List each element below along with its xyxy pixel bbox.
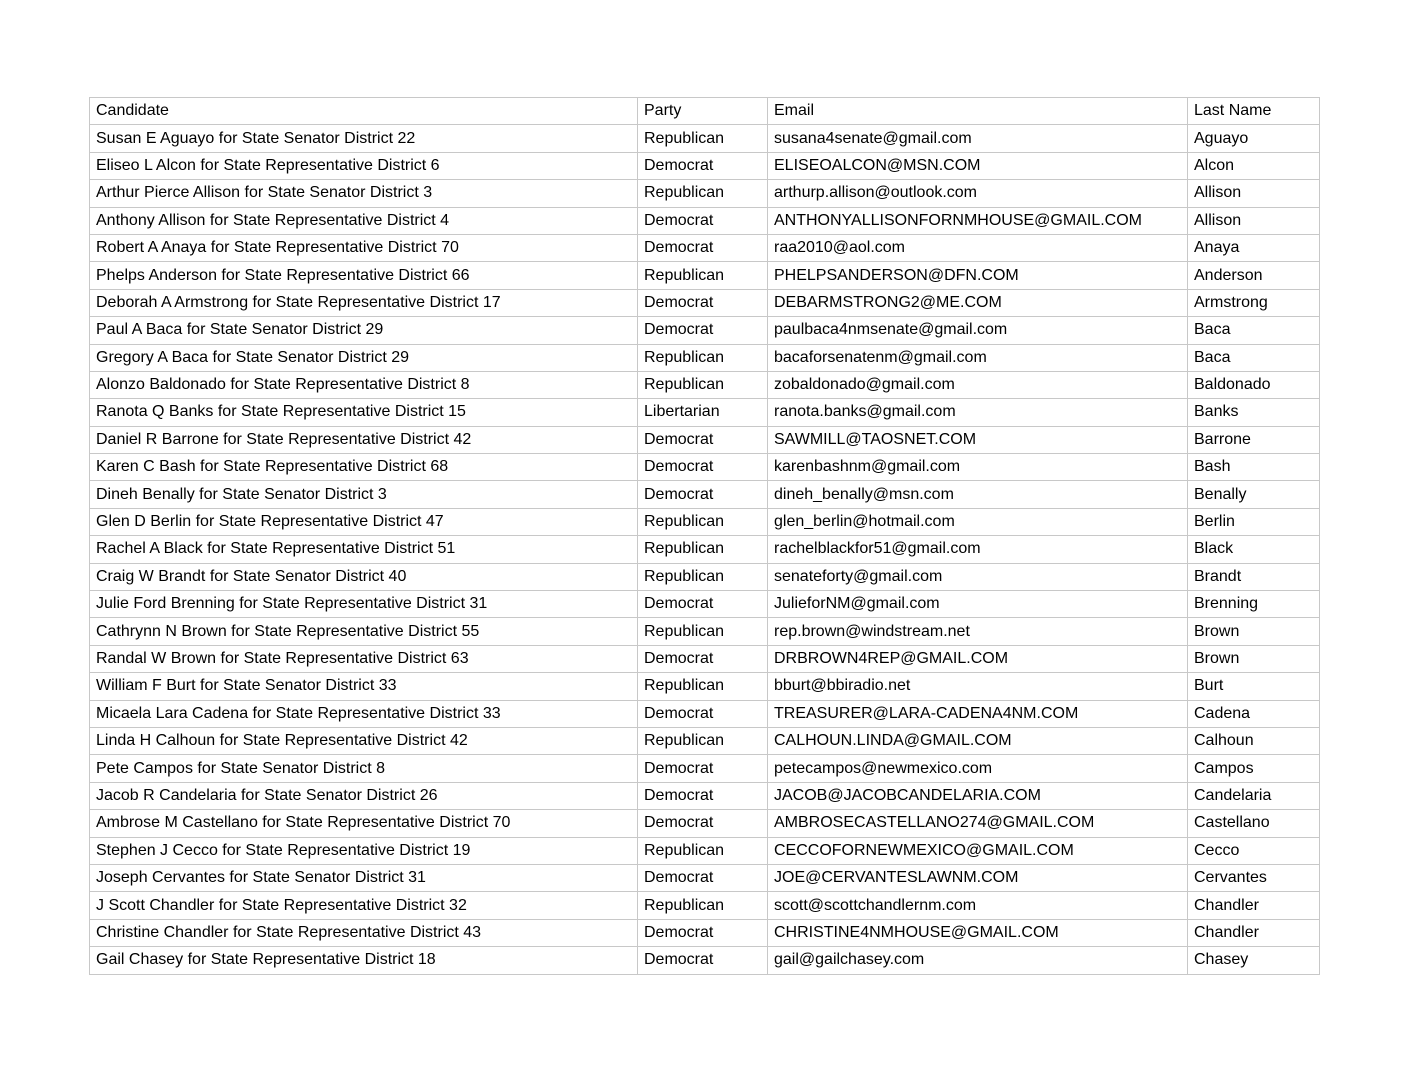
cell-last-name: Calhoun — [1188, 727, 1320, 754]
cell-candidate: Ranota Q Banks for State Representative District 15 — [90, 399, 638, 426]
cell-last-name: Barrone — [1188, 426, 1320, 453]
cell-party: Democrat — [638, 454, 768, 481]
table-row — [90, 234, 1320, 261]
table-row — [90, 207, 1320, 234]
cell-last-name: Cervantes — [1188, 864, 1320, 891]
cell-email: DEBARMSTRONG2@ME.COM — [768, 289, 1188, 316]
header-cell-email: Email — [768, 98, 1188, 125]
cell-email: zobaldonado@gmail.com — [768, 371, 1188, 398]
cell-party: Republican — [638, 344, 768, 371]
cell-email: petecampos@newmexico.com — [768, 755, 1188, 782]
cell-candidate: Deborah A Armstrong for State Representative District 17 — [90, 289, 638, 316]
table-row — [90, 673, 1320, 700]
cell-email: rachelblackfor51@gmail.com — [768, 536, 1188, 563]
cell-party: Democrat — [638, 700, 768, 727]
cell-email: CHRISTINE4NMHOUSE@GMAIL.COM — [768, 919, 1188, 946]
cell-last-name: Chandler — [1188, 892, 1320, 919]
cell-candidate: Glen D Berlin for State Representative District 47 — [90, 508, 638, 535]
cell-candidate: Anthony Allison for State Representative District 4 — [90, 207, 638, 234]
table-row — [90, 481, 1320, 508]
cell-candidate: Dineh Benally for State Senator District 3 — [90, 481, 638, 508]
table-row — [90, 399, 1320, 426]
cell-candidate: Micaela Lara Cadena for State Representative District 33 — [90, 700, 638, 727]
cell-candidate: Jacob R Candelaria for State Senator District 26 — [90, 782, 638, 809]
cell-last-name: Aguayo — [1188, 125, 1320, 152]
cell-candidate: Craig W Brandt for State Senator District 40 — [90, 563, 638, 590]
cell-party: Democrat — [638, 207, 768, 234]
table-row — [90, 180, 1320, 207]
cell-email: bburt@bbiradio.net — [768, 673, 1188, 700]
cell-party: Libertarian — [638, 399, 768, 426]
cell-party: Democrat — [638, 152, 768, 179]
table-row — [90, 645, 1320, 672]
cell-email: glen_berlin@hotmail.com — [768, 508, 1188, 535]
cell-last-name: Brandt — [1188, 563, 1320, 590]
cell-party: Democrat — [638, 947, 768, 974]
table-row — [90, 700, 1320, 727]
cell-last-name: Chasey — [1188, 947, 1320, 974]
cell-email: dineh_benally@msn.com — [768, 481, 1188, 508]
cell-email: rep.brown@windstream.net — [768, 618, 1188, 645]
table-row — [90, 591, 1320, 618]
cell-candidate: Joseph Cervantes for State Senator District 31 — [90, 864, 638, 891]
table-row — [90, 262, 1320, 289]
cell-last-name: Cadena — [1188, 700, 1320, 727]
table-row — [90, 919, 1320, 946]
cell-last-name: Banks — [1188, 399, 1320, 426]
cell-email: bacaforsenatenm@gmail.com — [768, 344, 1188, 371]
cell-last-name: Brenning — [1188, 591, 1320, 618]
cell-last-name: Baca — [1188, 344, 1320, 371]
cell-email: PHELPSANDERSON@DFN.COM — [768, 262, 1188, 289]
cell-candidate: Robert A Anaya for State Representative District 70 — [90, 234, 638, 261]
cell-email: JACOB@JACOBCANDELARIA.COM — [768, 782, 1188, 809]
header-row — [90, 98, 1320, 125]
cell-candidate: Alonzo Baldonado for State Representative District 8 — [90, 371, 638, 398]
cell-party: Republican — [638, 727, 768, 754]
document-page — [89, 97, 1320, 975]
cell-last-name: Baca — [1188, 317, 1320, 344]
cell-last-name: Chandler — [1188, 919, 1320, 946]
cell-last-name: Armstrong — [1188, 289, 1320, 316]
table-row — [90, 618, 1320, 645]
cell-candidate: J Scott Chandler for State Representative District 32 — [90, 892, 638, 919]
table-row — [90, 947, 1320, 974]
cell-last-name: Bash — [1188, 454, 1320, 481]
cell-email: JulieforNM@gmail.com — [768, 591, 1188, 618]
candidates-table — [89, 97, 1320, 975]
cell-email: AMBROSECASTELLANO274@GMAIL.COM — [768, 810, 1188, 837]
cell-party: Republican — [638, 180, 768, 207]
cell-party: Democrat — [638, 864, 768, 891]
cell-party: Republican — [638, 262, 768, 289]
cell-email: arthurp.allison@outlook.com — [768, 180, 1188, 207]
cell-party: Democrat — [638, 426, 768, 453]
cell-candidate: Karen C Bash for State Representative District 68 — [90, 454, 638, 481]
table-row — [90, 727, 1320, 754]
table-row — [90, 508, 1320, 535]
cell-party: Democrat — [638, 919, 768, 946]
cell-email: TREASURER@LARA-CADENA4NM.COM — [768, 700, 1188, 727]
cell-email: gail@gailchasey.com — [768, 947, 1188, 974]
table-row — [90, 152, 1320, 179]
cell-email: ANTHONYALLISONFORNMHOUSE@GMAIL.COM — [768, 207, 1188, 234]
cell-last-name: Black — [1188, 536, 1320, 563]
cell-last-name: Anderson — [1188, 262, 1320, 289]
cell-candidate: Linda H Calhoun for State Representative District 42 — [90, 727, 638, 754]
cell-email: DRBROWN4REP@GMAIL.COM — [768, 645, 1188, 672]
cell-last-name: Benally — [1188, 481, 1320, 508]
header-cell-party: Party — [638, 98, 768, 125]
table-row — [90, 426, 1320, 453]
cell-email: paulbaca4nmsenate@gmail.com — [768, 317, 1188, 344]
cell-candidate: Ambrose M Castellano for State Representative District 70 — [90, 810, 638, 837]
cell-email: senateforty@gmail.com — [768, 563, 1188, 590]
cell-candidate: Daniel R Barrone for State Representative District 42 — [90, 426, 638, 453]
cell-last-name: Berlin — [1188, 508, 1320, 535]
cell-email: ELISEOALCON@MSN.COM — [768, 152, 1188, 179]
table-row — [90, 289, 1320, 316]
table-row — [90, 864, 1320, 891]
cell-candidate: William F Burt for State Senator District 33 — [90, 673, 638, 700]
cell-party: Republican — [638, 563, 768, 590]
table-row — [90, 892, 1320, 919]
cell-party: Democrat — [638, 782, 768, 809]
cell-candidate: Phelps Anderson for State Representative District 66 — [90, 262, 638, 289]
cell-email: SAWMILL@TAOSNET.COM — [768, 426, 1188, 453]
cell-party: Republican — [638, 673, 768, 700]
header-cell-candidate: Candidate — [90, 98, 638, 125]
cell-party: Republican — [638, 837, 768, 864]
cell-candidate: Stephen J Cecco for State Representative District 19 — [90, 837, 638, 864]
table-row — [90, 344, 1320, 371]
cell-email: CALHOUN.LINDA@GMAIL.COM — [768, 727, 1188, 754]
cell-candidate: Rachel A Black for State Representative District 51 — [90, 536, 638, 563]
table-row — [90, 371, 1320, 398]
table-row — [90, 782, 1320, 809]
cell-party: Democrat — [638, 755, 768, 782]
table-row — [90, 536, 1320, 563]
cell-party: Republican — [638, 536, 768, 563]
table-row — [90, 125, 1320, 152]
cell-party: Republican — [638, 508, 768, 535]
cell-party: Republican — [638, 371, 768, 398]
cell-last-name: Candelaria — [1188, 782, 1320, 809]
cell-last-name: Allison — [1188, 180, 1320, 207]
table-row — [90, 755, 1320, 782]
cell-party: Democrat — [638, 810, 768, 837]
cell-email: susana4senate@gmail.com — [768, 125, 1188, 152]
cell-candidate: Susan E Aguayo for State Senator District 22 — [90, 125, 638, 152]
cell-last-name: Cecco — [1188, 837, 1320, 864]
cell-candidate: Christine Chandler for State Representative District 43 — [90, 919, 638, 946]
cell-party: Democrat — [638, 645, 768, 672]
cell-party: Republican — [638, 892, 768, 919]
cell-candidate: Paul A Baca for State Senator District 29 — [90, 317, 638, 344]
cell-candidate: Julie Ford Brenning for State Representative District 31 — [90, 591, 638, 618]
cell-party: Democrat — [638, 234, 768, 261]
cell-last-name: Alcon — [1188, 152, 1320, 179]
cell-email: ranota.banks@gmail.com — [768, 399, 1188, 426]
cell-email: JOE@CERVANTESLAWNM.COM — [768, 864, 1188, 891]
cell-party: Democrat — [638, 289, 768, 316]
cell-candidate: Cathrynn N Brown for State Representative District 55 — [90, 618, 638, 645]
cell-last-name: Castellano — [1188, 810, 1320, 837]
cell-last-name: Burt — [1188, 673, 1320, 700]
cell-last-name: Brown — [1188, 618, 1320, 645]
cell-candidate: Randal W Brown for State Representative District 63 — [90, 645, 638, 672]
cell-last-name: Allison — [1188, 207, 1320, 234]
cell-candidate: Gregory A Baca for State Senator District 29 — [90, 344, 638, 371]
cell-email: CECCOFORNEWMEXICO@GMAIL.COM — [768, 837, 1188, 864]
header-cell-last-name: Last Name — [1188, 98, 1320, 125]
cell-candidate: Pete Campos for State Senator District 8 — [90, 755, 638, 782]
table-row — [90, 563, 1320, 590]
cell-party: Republican — [638, 618, 768, 645]
cell-candidate: Arthur Pierce Allison for State Senator District 3 — [90, 180, 638, 207]
table-row — [90, 810, 1320, 837]
table-row — [90, 454, 1320, 481]
table-row — [90, 837, 1320, 864]
cell-candidate: Gail Chasey for State Representative District 18 — [90, 947, 638, 974]
cell-last-name: Campos — [1188, 755, 1320, 782]
cell-party: Republican — [638, 125, 768, 152]
cell-candidate: Eliseo L Alcon for State Representative District 6 — [90, 152, 638, 179]
cell-last-name: Anaya — [1188, 234, 1320, 261]
cell-last-name: Brown — [1188, 645, 1320, 672]
cell-party: Democrat — [638, 317, 768, 344]
cell-party: Democrat — [638, 591, 768, 618]
cell-party: Democrat — [638, 481, 768, 508]
table-row — [90, 317, 1320, 344]
cell-email: karenbashnm@gmail.com — [768, 454, 1188, 481]
cell-email: raa2010@aol.com — [768, 234, 1188, 261]
cell-email: scott@scottchandlernm.com — [768, 892, 1188, 919]
table-body — [90, 125, 1320, 974]
cell-last-name: Baldonado — [1188, 371, 1320, 398]
